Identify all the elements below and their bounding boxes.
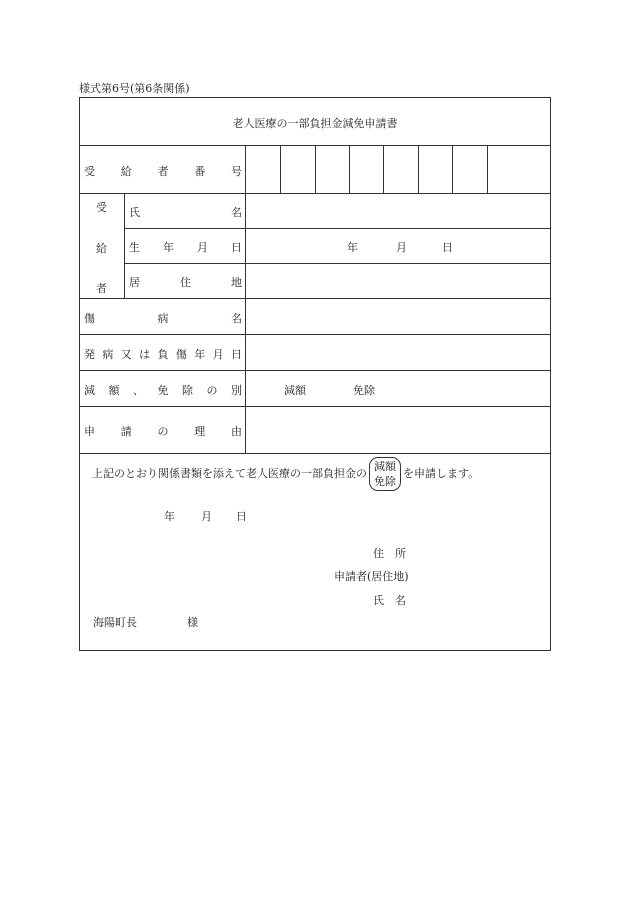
applicant-address-label: 住 所 — [373, 547, 406, 560]
recipient-number-boxes[interactable] — [246, 146, 487, 193]
name-label: 氏 名 — [129, 206, 242, 219]
option-exemption[interactable]: 免除 — [353, 384, 375, 397]
divider — [124, 193, 125, 298]
birth-day-unit: 日 — [442, 241, 453, 254]
recipient-side-label-3: 者 — [96, 282, 107, 295]
divider — [487, 145, 488, 193]
divider — [80, 453, 550, 454]
onset-date-field[interactable] — [246, 335, 550, 370]
applicant-label: 申請者(居住地) — [334, 570, 409, 583]
addressee-name: 海陽町長 — [93, 616, 137, 629]
form-number: 様式第6号(第6条関係) — [79, 82, 190, 95]
reason-field[interactable] — [246, 407, 550, 453]
date-day: 日 — [236, 510, 247, 523]
disease-label: 傷 病 名 — [84, 312, 242, 325]
option-reduction[interactable]: 減額 — [284, 384, 306, 397]
divider — [124, 228, 550, 229]
address-label: 居 住 地 — [129, 276, 242, 289]
birth-year-unit: 年 — [347, 241, 358, 254]
birth-date-label: 生 年 月 日 — [129, 241, 242, 254]
form-title: 老人医療の一部負担金減免申請書 — [232, 117, 398, 130]
application-statement: 上記のとおり関係書類を添えて老人医療の一部負担金の減額 免除を申請します。 — [92, 457, 479, 491]
address-field[interactable] — [246, 264, 550, 298]
recipient-side-label-1: 受 — [96, 201, 107, 214]
reduction-exemption-choice: 減額 免除 — [369, 457, 401, 491]
applicant-name-label: 氏 名 — [373, 594, 406, 607]
distinction-label: 減 額 、 免 除 の 別 — [84, 384, 242, 397]
divider — [80, 370, 550, 371]
recipient-side-label-2: 給 — [96, 242, 107, 255]
birth-month-unit: 月 — [396, 241, 407, 254]
reason-label: 申 請 の 理 由 — [84, 425, 242, 438]
date-month: 月 — [201, 510, 212, 523]
onset-date-label: 発 病 又 は 負 傷 年 月 日 — [84, 348, 242, 361]
name-field[interactable] — [246, 194, 550, 228]
recipient-number-label: 受 給 者 番 号 — [84, 165, 242, 178]
date-year: 年 — [164, 510, 175, 523]
addressee-honorific: 様 — [187, 616, 198, 629]
disease-field[interactable] — [246, 299, 550, 334]
application-form — [79, 97, 551, 651]
